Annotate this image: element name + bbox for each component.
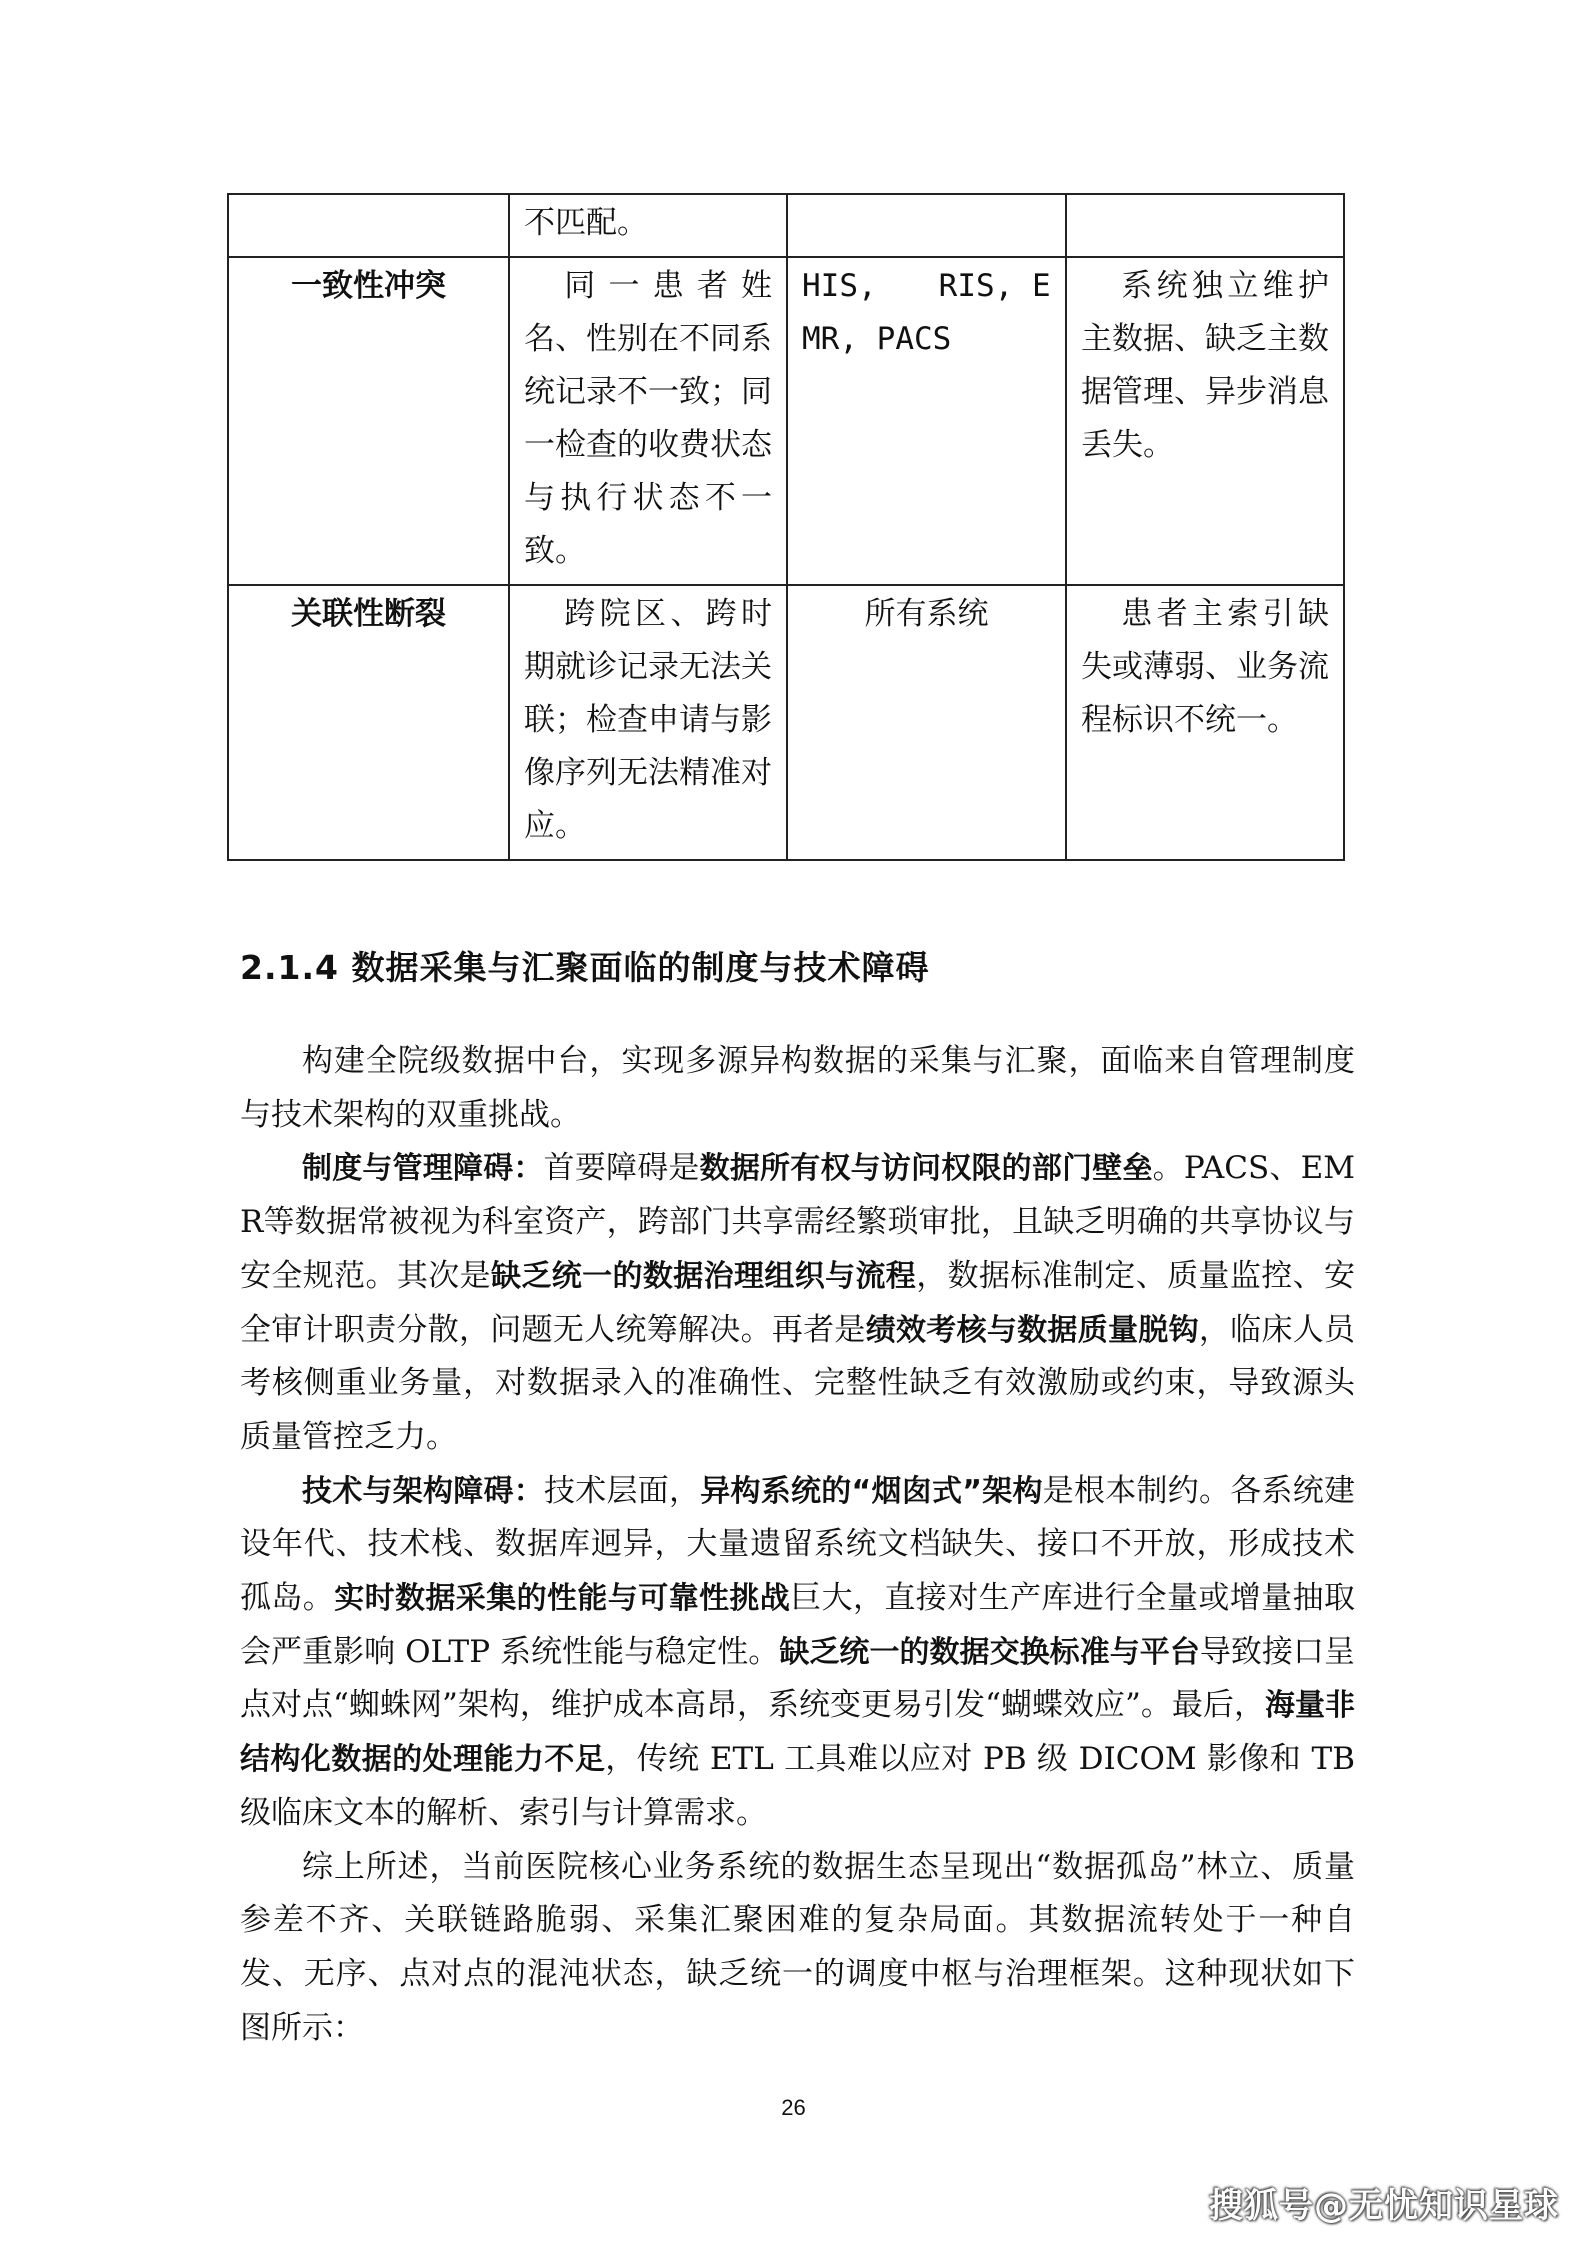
table-row	[228, 257, 1344, 585]
table-cell-description: 跨院区、跨时期就诊记录无法关联；检查申请与影像序列无法精准对应。	[509, 585, 787, 860]
emphasis-span: 数据所有权与访问权限的部门壁垒	[699, 1151, 1153, 1187]
watermark: 搜狐号@无忧知识星球	[1209, 2186, 1559, 2226]
text-span: 首要障碍是	[543, 1150, 700, 1187]
table-cell-systems: 所有系统	[787, 585, 1066, 860]
emphasis-span: 海量非结构化数据的处理能力不足	[240, 1688, 1356, 1778]
text-span: 。PACS、EMR等数据常被视为科室资产，跨部门共享需经繁琐审批，且缺乏明确的共享协议与安全规范。其次是	[240, 1150, 1356, 1294]
body-text	[240, 1035, 1355, 2055]
table-cell-category: 一致性冲突	[228, 257, 509, 585]
text-span: ，临床人员考核侧重业务量，对数据录入的准确性、完整性缺乏有效激励或约束，导致源头质量管控乏力。	[240, 1311, 1356, 1455]
paragraph-label: 制度与管理障碍	[302, 1151, 514, 1187]
table-cell-systems	[787, 194, 1066, 257]
label-colon: ：	[513, 1473, 545, 1509]
table-cell-category	[228, 194, 509, 257]
paragraph-technical-barriers	[240, 1465, 1355, 1841]
table-row	[228, 585, 1344, 860]
page-number: 26	[781, 2095, 806, 2120]
section-heading: 2.1.4 数据采集与汇聚面临的制度与技术障碍	[240, 948, 930, 987]
table-cell-systems: HIS, RIS, EMR, PACS	[787, 257, 1066, 585]
text-span: 导致接口呈点对点“蜘蛛网”架构，维护成本高昂，系统变更易引发“蝴蝶效应”。最后，	[240, 1633, 1356, 1724]
emphasis-span: 绩效考核与数据质量脱钩	[865, 1312, 1199, 1348]
emphasis-span: 缺乏统一的数据治理组织与流程	[490, 1258, 917, 1294]
paragraph-management-barriers	[240, 1142, 1355, 1464]
table-cell-cause: 患者主索引缺失或薄弱、业务流程标识不统一。	[1066, 585, 1344, 860]
text-span: ，数据标准制定、质量监控、安全审计职责分散，问题无人统筹解决。再者是	[240, 1257, 1356, 1348]
emphasis-span: 实时数据采集的性能与可靠性挑战	[334, 1581, 791, 1617]
table-cell-category: 关联性断裂	[228, 585, 509, 860]
paragraph-label: 技术与架构障碍	[302, 1473, 514, 1509]
emphasis-span: 异构系统的“烟囱式”架构	[700, 1473, 1043, 1509]
emphasis-span: 缺乏统一的数据交换标准与平台	[779, 1634, 1200, 1670]
text-span: 技术层面，	[544, 1472, 701, 1509]
table-cell-cause	[1066, 194, 1344, 257]
text-span: 是根本制约。各系统建设年代、技术栈、数据库迥异，大量遗留系统文档缺失、接口不开放，形成技术孤岛。	[240, 1472, 1356, 1617]
paragraph-summary: 综上所述，当前医院核心业务系统的数据生态呈现出“数据孤岛”林立、质量参差不齐、关联链路脆弱、采集汇聚困难的复杂局面。其数据流转处于一种自发、无序、点对点的混沌状态，缺乏统一的调度中枢与治理框架。这种现状如下图所示：	[240, 1848, 1355, 2046]
table-row	[228, 194, 1344, 257]
table-cell-description: 同一患者姓名、性别在不同系统记录不一致；同一检查的收费状态与执行状态不一致。	[509, 257, 787, 585]
text-span: 巨大，直接对生产库进行全量或增量抽取会严重影响 OLTP 系统性能与稳定性。	[240, 1580, 1356, 1670]
paragraph-intro: 构建全院级数据中台，实现多源异构数据的采集与汇聚，面临来自管理制度与技术架构的双重挑战。	[240, 1043, 1355, 1133]
issues-table	[227, 193, 1345, 861]
label-colon: ：	[513, 1151, 544, 1187]
table-cell-description: 不匹配。	[509, 194, 787, 257]
table-cell-cause: 系统独立维护主数据、缺乏主数据管理、异步消息丢失。	[1066, 257, 1344, 585]
text-span: ，传统 ETL 工具难以应对 PB 级 DICOM 影像和 TB 级临床文本的解析、索引与计算需求。	[240, 1741, 1356, 1831]
